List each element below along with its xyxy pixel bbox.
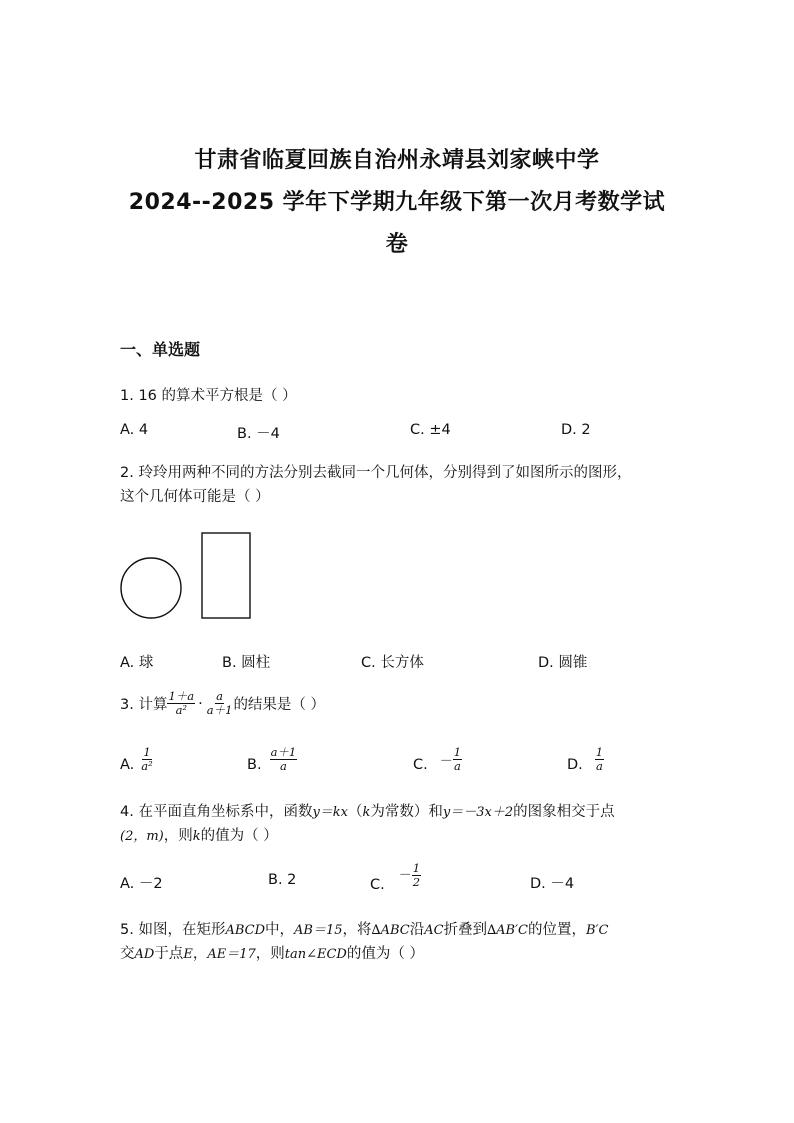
fraction-numerator: 1 <box>595 745 604 759</box>
math-expression: B′C <box>585 923 609 938</box>
question-2-option-c: C. 长方体 <box>361 655 424 671</box>
fraction-numerator: 1 <box>453 745 462 759</box>
math-expression: y＝kx <box>312 805 349 820</box>
section-heading-single-choice: 一、单选题 <box>120 340 201 359</box>
question-3-suffix: 的结果是（ ） <box>233 697 326 713</box>
stem-text: ，则 <box>255 946 285 962</box>
option-label: C. <box>413 757 428 773</box>
math-expression: k <box>362 805 371 820</box>
math-expression: k <box>192 829 201 844</box>
question-5-stem-line-1 <box>120 918 608 939</box>
question-3-option-a <box>120 746 154 773</box>
option-fraction <box>270 746 298 773</box>
stem-text: 为常数）和 <box>370 804 443 820</box>
stem-text: 的值为（ ） <box>200 828 278 844</box>
stem-text: ，则 <box>163 828 193 844</box>
stem-text: 于点 <box>154 946 184 962</box>
option-fraction <box>412 862 421 889</box>
question-4-stem-line-2 <box>120 824 278 845</box>
question-4-option-c <box>370 862 421 893</box>
fraction-denominator: a <box>279 759 287 773</box>
multiply-dot: · <box>198 695 203 712</box>
stem-text: 交 <box>120 946 135 962</box>
fraction-denominator: a² <box>141 759 153 773</box>
question-3-option-d <box>567 746 604 773</box>
question-3-option-b <box>247 746 297 773</box>
math-expression: ABCD <box>225 923 266 938</box>
rectangle-cross-section <box>202 533 250 618</box>
stem-text: 的图象相交于点 <box>513 804 615 820</box>
stem-text: 4. 在平面直角坐标系中，函数 <box>120 804 313 820</box>
option-label: B. <box>247 757 262 773</box>
fraction-numerator: 1 <box>143 745 151 759</box>
fraction-denominator: a＋1 <box>206 703 233 717</box>
math-expression: AB＝15 <box>294 923 343 938</box>
math-expression: AE＝17 <box>207 947 256 962</box>
stem-text: 的位置， <box>527 922 586 938</box>
math-expression: (2，m) <box>120 829 164 844</box>
fraction-denominator: a <box>596 759 603 773</box>
option-label: A. <box>120 757 135 773</box>
question-1-option-b: B. －4 <box>237 426 280 442</box>
math-expression: tan∠ECD <box>284 947 347 962</box>
question-5-stem-line-2 <box>120 942 424 963</box>
question-3-prefix: 3. 计算 <box>120 697 168 713</box>
fraction-numerator: a＋1 <box>270 745 297 759</box>
option-label: C. <box>370 877 385 893</box>
question-2-figure <box>116 528 258 624</box>
fraction-denominator: 2 <box>412 875 421 889</box>
question-1-stem: 1. 16 的算术平方根是（ ） <box>120 388 297 404</box>
fraction-numerator: 1 <box>412 861 421 875</box>
title-line-3: 卷 <box>385 232 409 257</box>
title-line-1: 甘肃省临夏回族自治州永靖县刘家峡中学 <box>194 148 600 173</box>
fraction-numerator: 1＋a <box>168 689 195 703</box>
question-2-option-d: D. 圆锥 <box>538 655 588 671</box>
math-expression: ∆ABC <box>371 923 410 938</box>
question-2-option-b: B. 圆柱 <box>222 655 271 671</box>
stem-text: 5. 如图，在矩形 <box>120 922 226 938</box>
question-1-option-a: A. 4 <box>120 422 149 438</box>
question-2-stem-line-2: 这个几何体可能是（ ） <box>120 489 270 505</box>
stem-text: 的值为（ ） <box>346 946 424 962</box>
stem-text: 折叠到 <box>443 922 488 938</box>
document-title <box>100 140 694 266</box>
option-fraction <box>140 746 153 773</box>
stem-text: ，将 <box>342 922 372 938</box>
question-1-option-c: C. ±4 <box>410 422 451 438</box>
math-expression: AC <box>424 923 444 938</box>
fraction-numerator: a <box>216 689 224 703</box>
question-3-fraction-2 <box>206 690 234 717</box>
option-fraction <box>453 746 462 773</box>
math-expression: E <box>183 947 193 962</box>
stem-text: （ <box>348 804 363 820</box>
fraction-denominator: a <box>453 759 461 773</box>
stem-text: 中， <box>265 922 295 938</box>
minus-sign: － <box>439 754 453 769</box>
question-2-option-a: A. 球 <box>120 655 154 671</box>
question-3-fraction-1 <box>167 690 195 717</box>
question-4-option-b: B. 2 <box>268 872 297 888</box>
question-4-stem-line-1 <box>120 800 615 821</box>
math-expression: AD <box>134 947 155 962</box>
fraction-denominator: a² <box>175 703 188 717</box>
math-expression: ∆AB′C <box>487 923 528 938</box>
question-4-option-d: D. －4 <box>530 876 575 892</box>
stem-text: ， <box>192 946 208 962</box>
question-3-stem <box>120 690 325 717</box>
question-4-option-a: A. －2 <box>120 876 163 892</box>
option-label: D. <box>567 757 583 773</box>
title-line-2: 2024--2025 学年下学期九年级下第一次月考数学试 <box>128 190 666 215</box>
stem-text: 沿 <box>409 922 425 938</box>
minus-sign: － <box>398 868 412 883</box>
question-2-stem-line-1: 2. 玲玲用两种不同的方法分别去截同一个几何体，分别得到了如图所示的图形， <box>120 465 632 481</box>
option-fraction <box>595 746 604 773</box>
math-expression: y＝－3x＋2 <box>442 805 514 820</box>
circle-cross-section <box>121 558 181 618</box>
question-3-option-c <box>413 746 462 773</box>
question-1-option-d: D. 2 <box>561 422 591 438</box>
